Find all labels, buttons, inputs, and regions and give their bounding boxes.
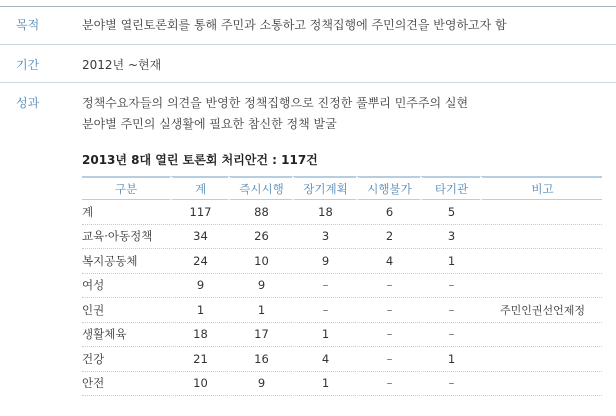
results-line-1: 정책수요자들의 의견을 반영한 정책집행으로 진정한 풀뿌리 민주주의 실현 bbox=[82, 96, 469, 110]
table-cell: 1 bbox=[170, 298, 228, 323]
table-note-cell bbox=[480, 225, 602, 250]
table-header-cell: 즉시시행 bbox=[228, 176, 292, 200]
top-divider bbox=[0, 6, 616, 7]
table-cell: 18 bbox=[292, 200, 356, 225]
table-cell: – bbox=[356, 347, 420, 372]
table-cell: – bbox=[420, 323, 480, 348]
period-text: 2012년 ~현재 bbox=[82, 58, 162, 72]
table-cell: 2 bbox=[356, 225, 420, 250]
table-row-label: 계 bbox=[82, 200, 170, 225]
table-body bbox=[82, 200, 602, 396]
table-cell: 34 bbox=[170, 225, 228, 250]
table-cell: – bbox=[292, 298, 356, 323]
table-row bbox=[82, 200, 602, 225]
purpose-text: 분야별 열린토론회를 통해 주민과 소통하고 정책집행에 주민의견을 반영하고자 함 bbox=[82, 18, 507, 32]
table-cell: 26 bbox=[228, 225, 292, 250]
table-row bbox=[82, 347, 602, 372]
table-row bbox=[82, 372, 602, 397]
table-note-cell bbox=[480, 372, 602, 397]
purpose-divider bbox=[0, 44, 616, 45]
table-row-label: 건강 bbox=[82, 347, 170, 372]
table-row-label: 인권 bbox=[82, 298, 170, 323]
table-header-cell: 시행불가 bbox=[356, 176, 420, 200]
table-cell: 4 bbox=[292, 347, 356, 372]
table-cell: 117 bbox=[170, 200, 228, 225]
table-note-cell bbox=[480, 249, 602, 274]
table-header-cell: 비고 bbox=[480, 176, 602, 200]
table-cell: 4 bbox=[356, 249, 420, 274]
table-cell: 1 bbox=[228, 298, 292, 323]
table-row-label: 교육·아동정책 bbox=[82, 225, 170, 250]
table-cell: 6 bbox=[356, 200, 420, 225]
table-note-cell bbox=[480, 274, 602, 299]
table-cell: 10 bbox=[170, 372, 228, 397]
table-cell: 9 bbox=[228, 274, 292, 299]
table-cell: 16 bbox=[228, 347, 292, 372]
table-cell: 24 bbox=[170, 249, 228, 274]
period-label: 기간 bbox=[16, 58, 40, 72]
table-row bbox=[82, 225, 602, 250]
table-cell: – bbox=[420, 372, 480, 397]
table-cell: – bbox=[420, 274, 480, 299]
table-header-cell: 구분 bbox=[82, 176, 170, 200]
period-divider bbox=[0, 82, 616, 83]
table-cell: 3 bbox=[292, 225, 356, 250]
purpose-label: 목적 bbox=[16, 18, 40, 32]
table-cell: – bbox=[420, 298, 480, 323]
table-row bbox=[82, 323, 602, 348]
table-caption: 2013년 8대 열린 토론회 처리안건 : 117건 bbox=[82, 153, 318, 167]
table-row-label: 여성 bbox=[82, 274, 170, 299]
table-cell: 1 bbox=[292, 323, 356, 348]
table-cell: – bbox=[356, 372, 420, 397]
table-cell: 1 bbox=[292, 372, 356, 397]
table-cell: 9 bbox=[228, 372, 292, 397]
results-line-2: 분야별 주민의 실생활에 필요한 참신한 정책 발굴 bbox=[82, 117, 337, 131]
table-note-cell bbox=[480, 347, 602, 372]
table-cell: – bbox=[356, 274, 420, 299]
table-row-label: 복지공동체 bbox=[82, 249, 170, 274]
table-note-cell bbox=[480, 200, 602, 225]
table-cell: 18 bbox=[170, 323, 228, 348]
table-header-row bbox=[82, 176, 602, 200]
table-cell: 9 bbox=[292, 249, 356, 274]
table-cell: 1 bbox=[420, 347, 480, 372]
table-cell: – bbox=[292, 274, 356, 299]
results-table bbox=[82, 176, 602, 396]
table-cell: 17 bbox=[228, 323, 292, 348]
table-cell: 88 bbox=[228, 200, 292, 225]
table-cell: 9 bbox=[170, 274, 228, 299]
table-row bbox=[82, 249, 602, 274]
table-cell: – bbox=[356, 298, 420, 323]
table-cell: 21 bbox=[170, 347, 228, 372]
table-row bbox=[82, 274, 602, 299]
table-row bbox=[82, 298, 602, 323]
table-header-cell: 계 bbox=[170, 176, 228, 200]
table-cell: – bbox=[356, 323, 420, 348]
table-cell: 5 bbox=[420, 200, 480, 225]
table-cell: 3 bbox=[420, 225, 480, 250]
table-header-cell: 타기관 bbox=[420, 176, 480, 200]
table-header-cell: 장기계획 bbox=[292, 176, 356, 200]
table-row-label: 생활체육 bbox=[82, 323, 170, 348]
table-row-label: 안전 bbox=[82, 372, 170, 397]
table-cell: 10 bbox=[228, 249, 292, 274]
table-note-cell: 주민인권선언제정 bbox=[480, 298, 602, 323]
table-note-cell bbox=[480, 323, 602, 348]
table-cell: 1 bbox=[420, 249, 480, 274]
results-label: 성과 bbox=[16, 96, 40, 110]
